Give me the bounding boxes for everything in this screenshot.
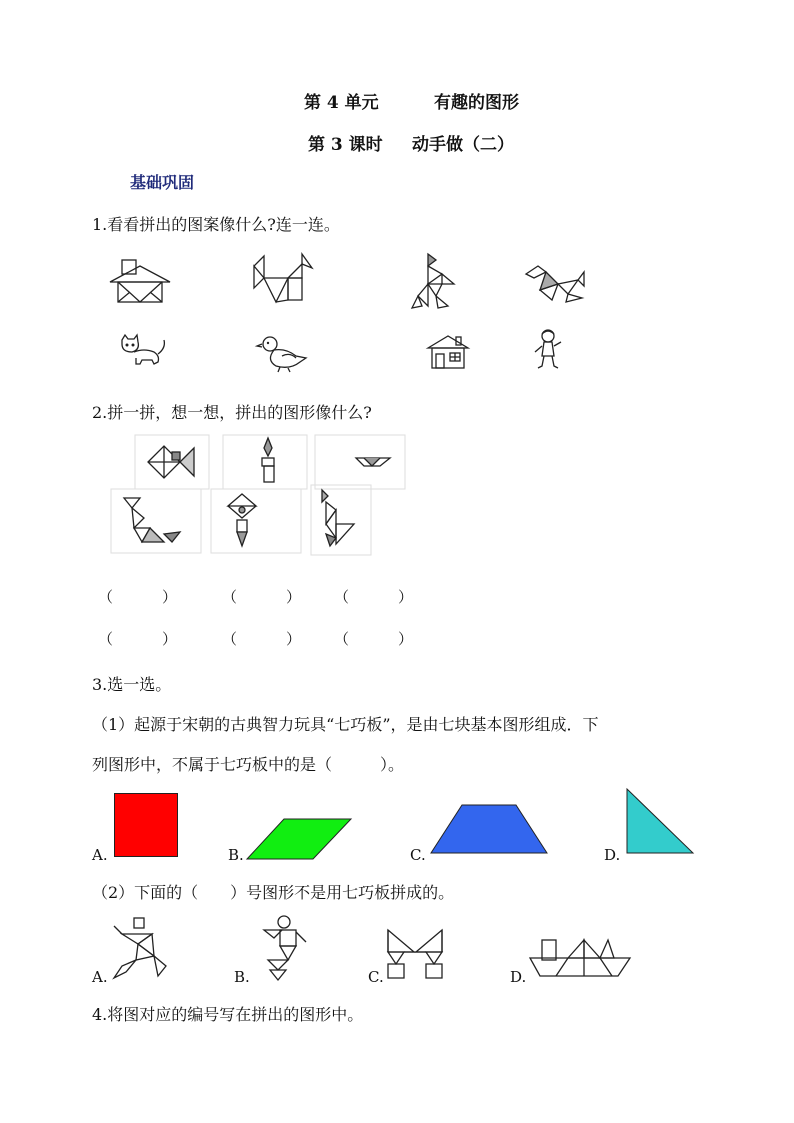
question-2-text: 2.拼一拼，想一想，拼出的图形像什么? [92,403,372,422]
unit-title: 有趣的图形 [434,93,519,113]
red-square-shape[interactable] [114,793,178,857]
option-2c-label[interactable]: C. [368,968,384,986]
cat-picture-icon [118,334,168,368]
tangram-candle-icon [222,434,308,490]
tangram-swan-icon [110,488,202,554]
house-tangram-icon [108,258,172,304]
question-3-text: 3.选一选。 [92,675,172,694]
tangram-tree-icon [210,488,302,554]
boy-picture-icon [532,328,564,370]
tangram-boat-icon [314,434,406,490]
q2-answer-blank-4[interactable]: （ ） [98,630,179,648]
tangram-person-figure[interactable] [254,914,308,982]
tangram-ship-figure[interactable] [528,934,632,980]
q2-answer-blank-1[interactable]: （ ） [98,588,179,606]
q2-answer-blank-5[interactable]: （ ） [222,630,303,648]
option-a-label[interactable]: A. [92,846,108,864]
option-b-label[interactable]: B. [228,846,244,864]
bird-tangram-icon [522,262,586,304]
option-2b-label[interactable]: B. [234,968,250,986]
tangram-fish-icon [134,434,210,490]
house-picture-icon [426,334,470,370]
option-d-label[interactable]: D. [604,846,621,864]
question-1-text: 1.看看拼出的图案像什么?连一连。 [92,215,340,234]
question-3-part-1-line-2: 列图形中，不属于七巧板中的是（ ）。 [92,755,405,774]
q2-answer-blank-6[interactable]: （ ） [334,630,415,648]
option-2a-label[interactable]: A. [92,968,108,986]
green-parallelogram-shape[interactable] [246,818,352,860]
question-3-part-1-line-1: （1）起源于宋朝的古典智力玩具“七巧板”，是由七块基本图形组成．下 [92,715,599,734]
option-c-label[interactable]: C. [410,846,426,864]
question-4-text: 4.将图对应的编号写在拼出的图形中。 [92,1005,364,1024]
teal-triangle-shape[interactable] [626,788,694,854]
lesson-number: 第 3 课时 [308,135,383,155]
q2-answer-blank-2[interactable]: （ ） [222,588,303,606]
runner-tangram-icon [408,250,460,310]
cat-tangram-icon [250,252,316,306]
tangram-dancer-icon [310,484,372,556]
q2-answer-blank-3[interactable]: （ ） [334,588,415,606]
option-2d-label[interactable]: D. [510,968,527,986]
unit-number: 第 4 单元 [304,93,379,113]
tangram-m-figure[interactable] [386,928,444,980]
duck-picture-icon [256,334,308,374]
section-label: 基础巩固 [130,173,195,192]
tangram-runner-figure[interactable] [112,916,168,980]
lesson-title: 动手做（二） [412,135,514,155]
blue-trapezoid-shape[interactable] [430,804,548,854]
question-3-part-2: （2）下面的（ ）号图形不是用七巧板拼成的。 [92,883,455,902]
